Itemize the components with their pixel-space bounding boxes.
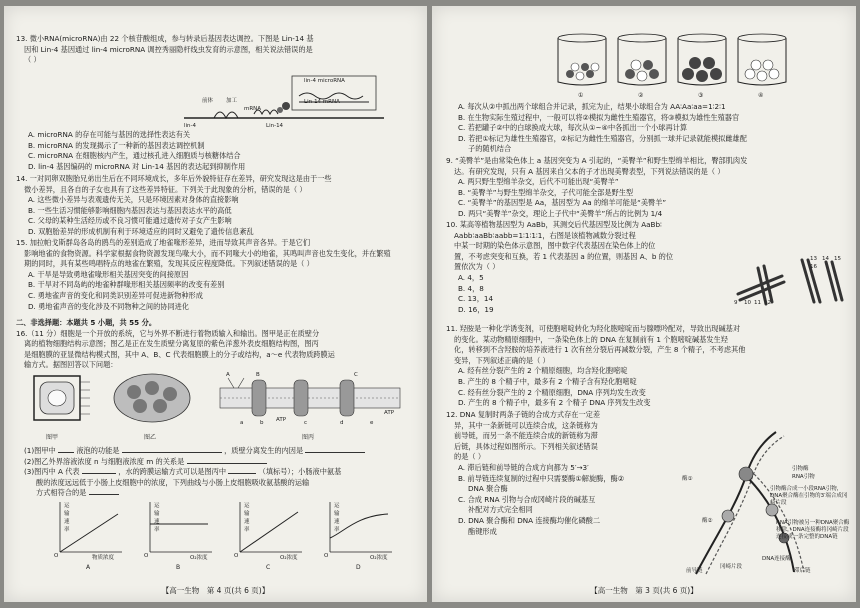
q9-option-c: C. “美臀羊”的基因型是 Aa，基因型为 Aa 的绵羊可能是“美臀羊” [458, 198, 667, 208]
q16-label-A: A [226, 372, 230, 378]
beaker-1 [558, 34, 606, 85]
question-10 [446, 220, 726, 315]
q13-options [16, 130, 416, 172]
q16-blank-4[interactable] [187, 463, 267, 464]
graph-b-origin: O [144, 553, 149, 559]
graph-c-ylabel: 运输速率 [244, 503, 250, 533]
graph-a-id: A [86, 564, 91, 571]
q13-stem-1: 13. 微小RNA(microRNA)由 22 个核苷酸组成，参与转录后基因表达调控。下图是 Lin-14 基 [16, 34, 314, 43]
graph-c-xlabel: O₂浓度 [280, 555, 298, 561]
q12-stem-1: 12. DNA 复制时两条子链的合成方式存在一定差 [446, 410, 601, 419]
q16-blank-6[interactable] [228, 473, 256, 474]
q12-option-c: C. 合成 RNA 引物与合成冈崎片段的碱基互 [458, 494, 596, 504]
q11-option-c: C. 经有丝分裂产生的 2 个精原细胞，DNA 序列均发生改变 [458, 387, 646, 397]
beaker-2-label: ② [638, 92, 644, 99]
q11-option-a: A. 经有丝分裂产生的 2 个精原细胞，均含羟化胞嘧啶 [458, 366, 628, 376]
graph-d-ylabel: 运输速率 [334, 503, 340, 533]
q12-option-d: D. DNA 聚合酶和 DNA 连接酶均催化磷酸二 [458, 515, 601, 525]
q10-option-c: C. 13，14 [458, 294, 494, 304]
q15-option-a: A. 干旱是导致勇地雀喙形相关基因突变的间接原因 [28, 269, 189, 279]
q7-option-a: A. 每次从②中抓出两个球组合并记录，抓完为止，结果小球组合为 AA∶Aa∶aa=1∶2∶1 [458, 102, 726, 111]
q14-stem-1: 14. 一对同卵双胞胎兄弟出生后在不同环境成长，多年后外貌特征存在差异，研究发现这是由于一些 [16, 174, 332, 183]
q9-option-a: A. 两只野生型绵羊杂交，后代不可能出现“美臀羊” [458, 177, 619, 187]
beaker-1-label: ① [578, 92, 584, 99]
graph-b-ylabel: 运输速率 [154, 503, 160, 533]
q12-label-okazaki: 冈崎片段 [720, 564, 743, 570]
q10-stem-5: 置依次为（ ） [454, 262, 500, 272]
q11-stem-1: 11. 羟胺是一种化学诱变剂，可使胞嘧啶转化为羟化胞嘧啶而与腺嘌呤配对，导致出现碱基对 [446, 324, 741, 333]
beaker-3 [678, 34, 726, 85]
q16-caption-fig-a: 图甲 [46, 434, 59, 441]
q12-label-lagging: 滞后链 [794, 568, 811, 574]
q16-label-c: c [304, 420, 308, 426]
q16-sub-3-line-2: 酸的浓度远远低于小肠上皮细胞中的浓度，下列曲线与小肠上皮细胞吸收氨基酸的运输 [36, 477, 310, 487]
q10-label-9: 9 [734, 300, 738, 306]
q16-stem-4: 输方式。据图回答以下问题： [24, 360, 118, 370]
graph-b-id: B [176, 564, 181, 571]
q12-stem-4: 后链，具体过程如图所示。下列相关叙述错误 [454, 441, 598, 451]
q7-option-d: D. 若把①标记为雄性生殖器官，②标记为雌性生殖器官，分别抓一球并记录就能模拟雌雄配 [458, 133, 747, 143]
q13-label-lin4: lin-4 [184, 123, 197, 129]
q12-option-c-cont: 补配对方式完全相同 [468, 505, 533, 515]
q10-chromosome-figure [732, 254, 850, 306]
graph-c-id: C [266, 564, 271, 571]
q16-label-atp-1: ATP [276, 417, 287, 423]
q12-stem-2: 异，其中一条新链可以连续合成，这条链称为 [454, 420, 598, 430]
q10-label-13: 13 [810, 256, 817, 262]
q14-option-a: A. 这些微小差异与表观遗传无关，只是环境因素对身体的直接影响 [28, 195, 239, 205]
q10-stem-1: 10. 某高等植物基因型为 AaBb，其测交后代基因型及比例为 AaBb∶ [446, 220, 662, 229]
q10-label-11: 11 [754, 300, 761, 306]
q10-stem-3: 中某一时期的染色体示意图，图中数字代表基因在染色体上的位 [454, 241, 656, 251]
q9-stem-2: 达。有研究发现，只有 A 基因来自父本的子才出现美臀表型，下列说法错误的是（ ） [454, 166, 725, 176]
q10-stem-4: 置，不考虑突变和互换，若 1 代表基因 a 的位置，则基因 A、b 的位 [454, 251, 674, 261]
q9-option-b: B. “美臀羊”与野生型绵羊杂交，子代可能全部是野生型 [458, 187, 634, 197]
page-right [432, 6, 856, 602]
q16-blank-1[interactable] [58, 452, 74, 453]
q10-label-10: 10 [744, 300, 751, 306]
q7-option-c: C. 若把罐子②中的白球换成大球，每次从①~④中各抓出一个小球再计算 [458, 123, 688, 133]
q16-blank-3[interactable] [305, 452, 365, 453]
left-page-footer: 【高一生物 第 4 页(共 6 页)】 [161, 586, 270, 595]
q16-sub-3-line-3: 方式相符合的是 [36, 488, 418, 499]
q12-option-a: A. 滞后链和前导链的合成方向都为 5′→3′ [458, 462, 589, 472]
question-12 [446, 410, 696, 537]
q14-option-c: C. 父母的某种生活经历或不良习惯可能通过遗传对子女产生影响 [28, 216, 232, 226]
graph-d-origin: O [324, 553, 329, 559]
q12-label-enzyme2: 酶② [702, 518, 713, 524]
question-11 [446, 324, 850, 409]
q13-option-c: C. microRNA 在细胞核内产生，通过核孔进入细胞质与核糖体结合 [28, 151, 241, 161]
q12-option-b-cont: DNA 聚合酶 [468, 484, 508, 494]
q11-stem-3: 化，转移到不含羟胺的培养液进行 1 次有丝分裂后再减数分裂，产生 8 个精子，不考虑其他 [454, 345, 746, 355]
beaker-2 [618, 34, 666, 85]
q7-options [446, 102, 846, 155]
question-13 [16, 34, 416, 66]
graph-a-xlabel: 物质浓度 [92, 555, 115, 561]
q12-label-rna-primer: RNA引物 [792, 474, 815, 480]
question-9 [446, 156, 850, 220]
q11-stem-2: 的变化。某动物精原细胞中，一条染色体上的 DNA 在复制前有 1 个胞嘧啶碱基发生羟 [454, 334, 728, 344]
q16-sub-1: (1)图甲中 液泡的功能是 ，质壁分离发生的内因是 [24, 446, 418, 457]
q15-stem-2: 影响地雀的食物资源。科学家根据食物资源发现鸟喙大小，而不同喙大小的地雀，其鸣叫声音也发生变化，并在繁殖 [24, 248, 391, 258]
q14-option-d: D. 双胞胎差异的形成机制有利于环境适应的同时又避免了遗传信息紊乱 [28, 226, 254, 236]
q16-label-C: C [354, 372, 358, 378]
q16-subquestions [16, 446, 418, 499]
q11-stem-4: 变异，下列叙述正确的是（ ） [454, 355, 550, 365]
q9-stem-1: 9. “美臀羊”是由常染色体上 a 基因突变为 A 引起的，“美臀羊”和野生型绵羊相比，臀部肌肉发 [446, 156, 748, 165]
q7-option-b: B. 在生物实际生殖过程中，一般可以将②模拟为雌性生殖器官，将③模拟为雄性生殖器官 [458, 112, 740, 122]
beaker-3-label: ③ [698, 92, 704, 99]
q10-label-14: 14 [822, 256, 829, 262]
q16-caption-fig-b: 图乙 [144, 434, 157, 441]
q9-option-d: D. 两只“美臀羊”杂交，理论上子代中“美臀羊”所占的比例为 1/4 [458, 208, 663, 218]
section-2-heading: 二、非选择题：本题共 5 小题，共 55 分。 [16, 318, 157, 327]
q10-label-15: 15 [834, 256, 841, 262]
question-14 [16, 174, 418, 238]
q16-label-atp-2: ATP [384, 410, 395, 416]
q13-label-lin14: Lin-14 [266, 123, 284, 129]
graph-a-ylabel: 运输速率 [64, 503, 70, 533]
q12-label-enzyme1: 酶① [682, 476, 693, 482]
q15-option-d: D. 勇地雀声音的变化涉及不同物种之间的协同进化 [28, 301, 190, 311]
question-16 [16, 316, 418, 371]
q12-label-leading: 前导链 [686, 568, 703, 574]
q11-option-b: B. 产生的 8 个精子中，最多有 2 个精子含有羟化胞嘧啶 [458, 376, 637, 386]
q10-option-d: D. 16，19 [458, 304, 494, 314]
q16-label-a: a [240, 420, 244, 426]
graph-d-id: D [356, 564, 361, 571]
q12-label-ligase: DNA连接酶 [762, 556, 791, 562]
q16-sub-3: (3)图丙中 A 代表 ，水的跨膜运输方式可以是图丙中 （填标号）；小肠液中氨基 [24, 467, 342, 477]
q16-blank-5[interactable] [82, 473, 116, 474]
q16-stem-2: 离的植物细胞结构示意图；图乙是正在发生质壁分离复原的紫色洋葱外表皮细胞结构图，图丙 [24, 339, 319, 349]
q16-label-b: b [260, 420, 264, 426]
q15-option-c: C. 勇地雀声音的变化和同类识别差异可促进新物种形成 [28, 290, 203, 300]
right-page-footer: 【高一生物 第 3 页(共 6 页)】 [590, 586, 698, 595]
q12-stem-3: 前导链，而另一条不能连续合成的新链称为滞 [454, 431, 598, 441]
q15-stem-1: 15. 加拉帕戈斯群岛各岛的鸥鸟的差别造成了地雀喙形差异，进而导致其声音各异。于是它们 [16, 238, 311, 247]
q12-option-b: B. 前导链连续复制的过程中只需要酶①解旋酶，酶② [458, 473, 625, 483]
q13-label-processing: 加工 [226, 98, 238, 104]
q10-option-a: A. 4，5 [458, 272, 484, 282]
q13-label-lin4-microrna: lin-4 microRNA [304, 78, 345, 84]
q13-label-lin14-mrna: Lin-14 mRNA [304, 99, 340, 105]
q13-option-a: A. microRNA 的存在可能与基因的选择性表达有关 [28, 130, 191, 139]
q16-sub-2: (2)图乙外界溶液浓度 n 与细胞液浓度 m 的关系是 [24, 457, 418, 468]
q13-stem-3: （ ） [24, 55, 41, 65]
q14-option-b: B. 一些生活习惯能够影响细胞内基因表达与基因表达水平的高低 [28, 205, 232, 215]
q7-option-d-cont: 子的随机结合 [468, 144, 512, 154]
q13-option-d: D. lin-4 基因编码的 microRNA 对 Lin-14 基因的表达起到抑制作用 [28, 161, 246, 171]
q14-stem-2: 微小差异，且各自的子女也具有了这些差异特征。下列关于此现象的分析，错误的是（ ） [24, 184, 307, 194]
q12-stem-5: 的是（ ） [454, 452, 486, 462]
q15-stem-3: 期的同时，具有某些鸣唱特点的地雀在繁殖，发现其反应程度降低。下列叙述错误的是（ ） [24, 259, 314, 269]
q16-blank-2[interactable] [122, 452, 222, 453]
graph-a-origin: O [54, 553, 59, 559]
q13-label-mrna: mRNA [244, 106, 262, 112]
q16-caption-fig-c: 图丙 [302, 434, 315, 441]
q16-label-B: B [256, 372, 260, 378]
q16-stem-3: 是细胞膜的亚显微结构模式图，其中 A、B、C 代表细胞膜上的分子或结构，a～e 代表物质跨膜运 [24, 349, 335, 359]
q16-label-d: d [340, 420, 344, 426]
q10-stem-2: Aabb∶aaBb∶aabb=1∶1∶1∶1，右图是该植物减数分裂过程 [454, 230, 636, 240]
q10-label-12: 12 [764, 300, 771, 306]
q12-option-d-cont: 酯键形成 [468, 526, 497, 536]
q12-note-primer: 引物酶合成一小段RNA引物，DNA聚合酶在引物的3′端合成冈崎片段 [770, 486, 848, 506]
q10-option-b: B. 4，8 [458, 283, 484, 293]
q13-label-precursor: 前体 [202, 98, 214, 104]
page-left [4, 6, 427, 602]
q16-blank-7[interactable] [89, 494, 119, 495]
q15-option-b: B. 干旱对不同岛屿的地雀种群喙形相关基因频率的改变有差别 [28, 280, 225, 290]
q11-option-d: D. 产生的 8 个精子中，最多有 2 个精子 DNA 序列发生改变 [458, 398, 651, 408]
q10-label-16: 16 [810, 264, 817, 270]
question-15 [16, 238, 418, 312]
q12-label-primase: 引物酶 [792, 466, 809, 472]
q12-note-ligase: RNA引物被另一种DNA聚合酶移除，DNA连接酶将冈崎片段连接成一条完整的DNA链 [776, 520, 850, 540]
q13-stem-2: 因和 Lin-4 基因通过 lin-4 microRNA 调控秀丽隐杆线虫发育的示意图，相关说法错误的是 [24, 44, 313, 54]
q16-stem-1: 16.（11 分）细胞是一个开放的系统，它与外界不断进行着物质输入和输出。图甲是正在质壁分 [16, 328, 320, 338]
beaker-4 [738, 34, 786, 85]
graph-c-origin: O [234, 553, 239, 559]
q16-figures [24, 372, 414, 432]
q13-option-b: B. microRNA 的发现揭示了一种新的基因表达调控机制 [28, 140, 205, 150]
beaker-4-label: ④ [758, 92, 764, 99]
q7-beakers-figure [552, 32, 792, 90]
graph-b-xlabel: O₂浓度 [190, 555, 208, 561]
graph-d-xlabel: O₂浓度 [370, 555, 388, 561]
q16-label-e: e [370, 420, 374, 426]
